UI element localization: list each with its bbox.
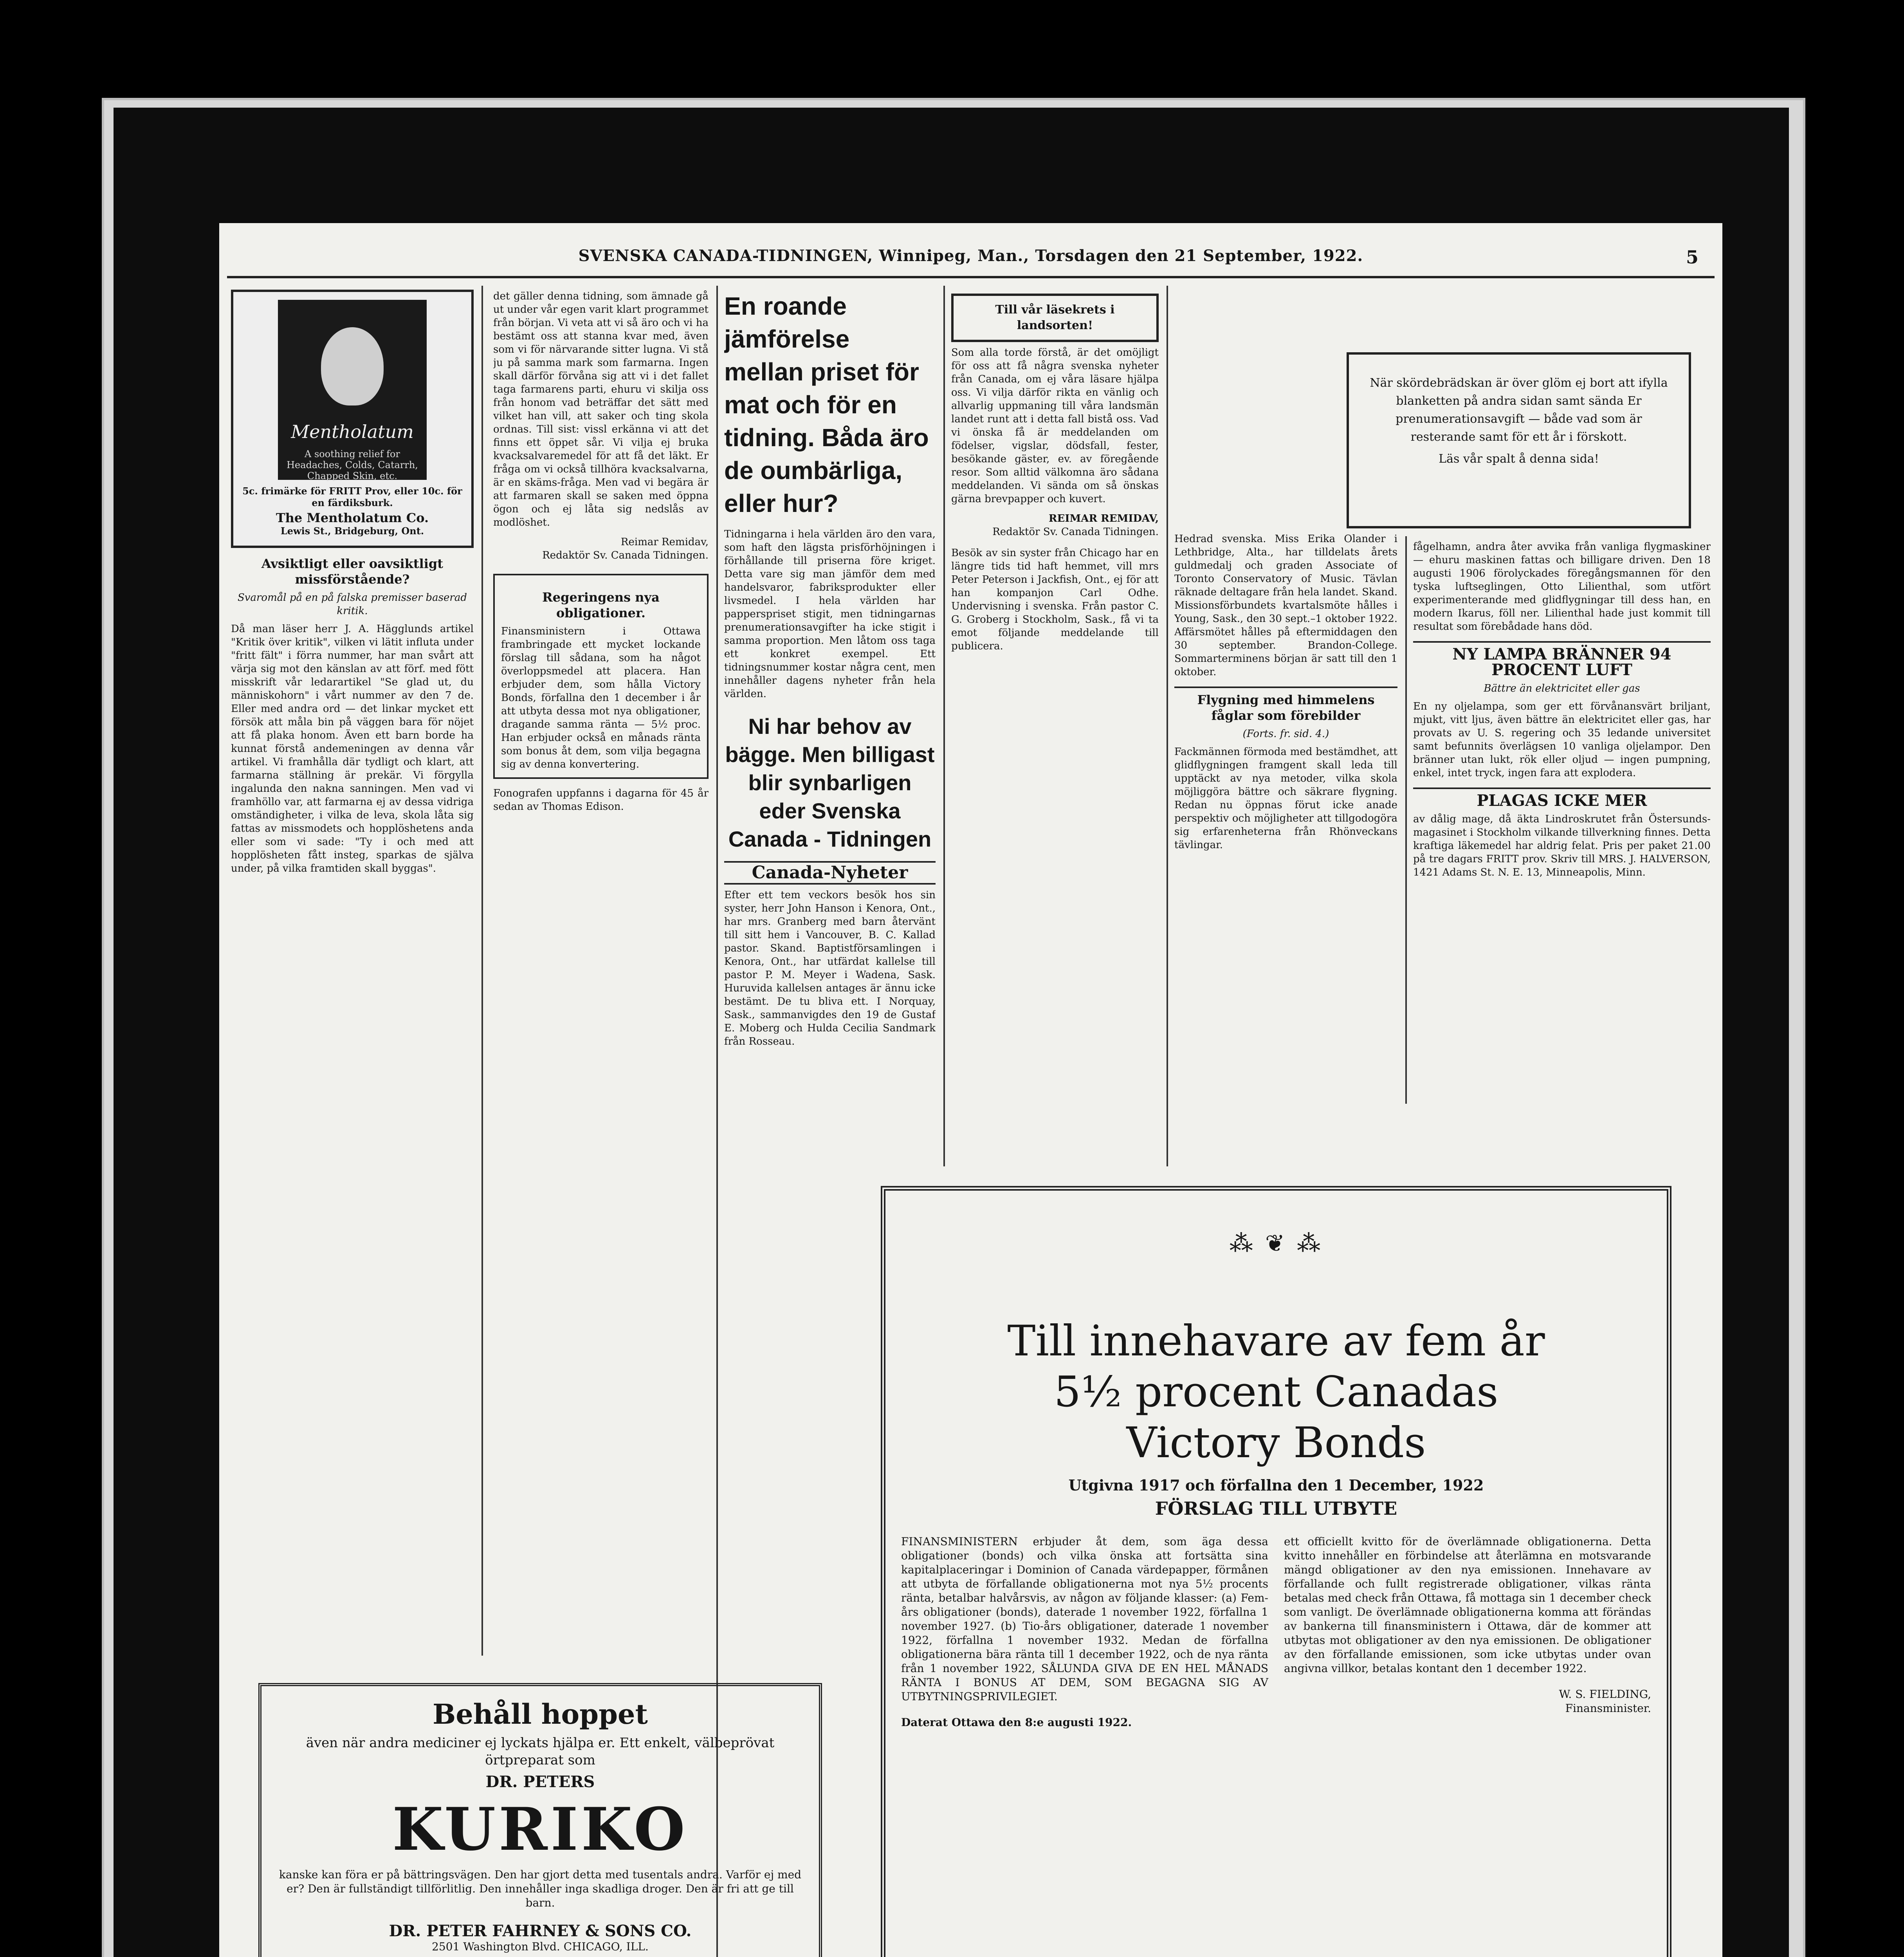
- article-body: Hedrad svenska. Miss Erika Olander i Lethbridge, Alta., har tilldelats årets guldmedalj och graden Associate of Toronto Conservatory of Music. Tävlan räknade deltagare från hela landet. Skand. Missionsförbundets kvartalsmöte hålles i Young, Sask., den 30 sept.–1 oktober 1922. Affärsmötet hålles på eftermiddagen den 30 september. Brandon-College. Sommarterminens början är satt till den 1 oktober.: [1174, 533, 1397, 678]
- signature-name: Reimar Remidav,: [620, 536, 709, 548]
- bonds-title-line1: Till innehavare av fem år: [1007, 1317, 1545, 1366]
- article-body: Efter ett tem veckors besök hos sin syster, herr John Hanson i Kenora, Ont., har mrs. Granberg med barn återvänt till sitt hem i Vancouver, B. C. Kallad pastor. Skand. Baptistförsamlingen i Kenora, Ont., har utfärdat kallelse till pastor P. M. Meyer i Wadena, Sask. Huruvida kallelsen antages är ännu icke bestämt. De tu bliva ett. I Norquay, Sask., sammanvigdes den 19 de Gustaf E. Moberg och Hulda Cecilia Sandmark från Rosseau.: [724, 889, 936, 1047]
- nurse-face-icon: [321, 327, 384, 405]
- lampa-headline: NY LAMPA BRÄNNER 94 PROCENT LUFT: [1413, 641, 1711, 678]
- kuriko-address: 2501 Washington Blvd. CHICAGO, ILL.: [432, 1940, 649, 1953]
- article-body: av dålig mage, då äkta Lindroskrutet från Östersunds-magasinet i Stockholm vilkande tillverkning finnes. Detta kraftiga läkemedel har aldrig felat. Pris per paket 21.00 på tre dagars FRITT prov. Skriv till MRS. J. HALVERSON, 1421 Adams St. N. E. 13, Minneapolis, Minn.: [1413, 813, 1711, 878]
- edison-note: Fonografen uppfanns i dagarna för 45 år sedan av Thomas Edison.: [493, 787, 709, 813]
- article-subhead: Svaromål på en på falska premisser baserad kritik.: [238, 592, 467, 617]
- plagas-headline: PLAGAS ICKE MER: [1413, 787, 1711, 809]
- column-divider: [1405, 536, 1407, 1104]
- kuriko-headline: Behåll hoppet: [433, 1698, 648, 1730]
- column-divider: [481, 286, 483, 1656]
- bonds-title-line3: Victory Bonds: [1126, 1418, 1426, 1467]
- kuriko-company: DR. PETER FAHRNEY & SONS CO.: [389, 1922, 692, 1940]
- masthead-rule: [227, 276, 1715, 278]
- bonds-signer: W. S. FIELDING,: [1559, 1688, 1651, 1701]
- regeringen-box: [493, 574, 709, 779]
- mentholatum-offer: 5c. frimärke för FRITT Prov, eller 10c. för en färdiksburk.: [242, 485, 462, 508]
- bonds-right-body: ett officiellt kvitto för de överlämnade obligationerna. Detta kvitto innehåller en förbindelse att återlämna en motsvarande mängd obligationer av den nya emissionen. Innehavare av förfallande och fullt registrerade obligationer, vilkas ränta betalas med check från Ottawa, få mottaga sin 1 december check som vanligt. De överlämnade obligationerna komma att förändas av bankerna till finansministern i Ottawa, där de kommer att utbytas mot obligationer av den nya emissionen. De obligationer av den förfallande emissionen, som icke utbytas under ovan angivna villkor, betalas kontant den 1 december 1922.: [1284, 1535, 1651, 1675]
- column-1: [231, 290, 474, 1660]
- kuriko-body: kanske kan föra er på bättringsvägen. Den har gjort detta med tusentals andra. Varför ej med er? Den är fullständigt tillförlitlig. Den innehåller inga skadliga droger. Den är fri att ge till barn.: [279, 1868, 802, 1909]
- column-5: [1174, 290, 1397, 1104]
- lasekrets-box: [951, 294, 1159, 342]
- kuriko-lead: även när andra mediciner ej lyckats hjälpa er. Ett enkelt, välbeprövat örtpreparat som: [306, 1735, 775, 1768]
- bonds-left-body: FINANSMINISTERN erbjuder åt dem, som äga dessa obligationer (bonds) och vilka önska att fortsätta sina kapitalplaceringar i Dominion of Canada värdepapper, förmånen att utbyta de förfallande obligationerna mot nya 5½ procents ränta, betalbar halvårsvis, av någon av följande klasser: (a) Fem-års obligationer (bonds), daterade 1 november 1922, förfallna 1 november 1927. (b) Tio-års obligationer, daterade 1 november 1922, förfallna 1 november 1932. Medan de förfallna obligationerna bära ränta till 1 december 1922, och de nya ränta från 1 november 1922, SÅLUNDA GIVA DE EN HEL MÅNADS RÄNTA I BONUS AT DEM, SOM BEGAGNA SIG AV UTBYTNINGSPRIVILEGIET.: [901, 1535, 1268, 1703]
- article-body: Besök av sin syster från Chicago har en längre tids tid haft hemmet, vill mrs Peter Peterson i Jackfish, Ont., ej för att han kompanjon Carl Odhe. Undervisning i svenska. Från pastor C. G. Groberg i Stockholm, Sask., få vi ta emot följande meddelande till publicera.: [951, 547, 1159, 652]
- signature-title: Redaktör Sv. Canada Tidningen.: [992, 526, 1159, 538]
- flygning-headline: Flygning med himmelens fåglar som förebilder: [1174, 687, 1397, 723]
- bonds-body: [901, 1535, 1651, 1730]
- tidning-slogan: Ni har behov av bägge. Men billigast blir synbarligen eder Svenska Canada - Tidningen: [725, 714, 935, 851]
- subscription-notice: [1347, 352, 1691, 528]
- mentholatum-company: The Mentholatum Co.: [276, 510, 429, 525]
- bonds-signer-title: Finansminister.: [1565, 1702, 1651, 1715]
- article-body: Fackmännen förmoda med bestämdhet, att glidflygningen framgent skall leda till upptäckt av nya metoder, vilka skola möjliggöra bättre och säkrare flygning. Redan nu öppnas förut icke anade perspektiv och möjligheter att tillgodogöra sig erfarenheterna från Rhönveckans tävlingar.: [1174, 746, 1397, 851]
- article-headline: En roande jämförelse mellan priset för mat och för en tidning. Båda äro de oumbärliga, eller hur?: [724, 292, 929, 517]
- kuriko-maker: DR. PETERS: [485, 1773, 595, 1791]
- masthead: [235, 247, 1707, 270]
- notice-text: När skördebrädskan är över glöm ej bort att ifylla blanketten på andra sidan samt sända Er prenumerationsavgift — både vad som är resterande samt för ett år i förskott.: [1370, 376, 1668, 444]
- kuriko-brand: KURIKO: [392, 1795, 688, 1864]
- article-headline: Avsiktligt eller oavsiktligt missförstående?: [261, 556, 444, 587]
- article-body: det gäller denna tidning, som ämnade gå ut under vår egen varit klart programmet från början. Vi veta att vi så äro och vi ha bestämt oss att stanna kvar med, även som vi för närvarande sitter lugna. Vi stå ju på samma mark som farmarna. Ingen skall därför förvåna sig att vi i det fallet taga farmarens parti, ehuru vi skilja oss från honom vad beträffar det sätt med vilket han vill, att saker och ting skola ordnas. Till sist: vissl erkänna vi att det finns ett öppet sår. Vi vilja ej bruka kvacksalvaremedel för att få det läkt. Er fråga om vi också tillhöra kvacksalvarna, är en skäms-fråga. Men vad vi begära är att farmaren skall se saken med öppna ögon och ej låta sig nedslås av modlöshet.: [493, 290, 709, 528]
- bonds-dated: Daterat Ottawa den 8:e augusti 1922.: [901, 1716, 1132, 1729]
- column-divider: [943, 286, 945, 1166]
- victory-bonds-ad: [881, 1186, 1671, 1957]
- signature-title: Redaktör Sv. Canada Tidningen.: [542, 550, 709, 561]
- article-body: Som alla torde förstå, är det omöjligt för oss att få några svenska nyheter från Canada, om ej våra läsare hjälpa oss. Vi vilja därför rikta en vänlig och allvarlig uppmaning till våra landsmän landet runt att i detta fall bistå oss. Vad vi önska få är meddelanden om födelser, vigslar, dödsfall, fester, besökande gäster, ev. av föregående resor. Som alltid välkomna äro sådana meddelanden. Vi sända om så önskas gärna brevpapper och kuvert.: [951, 347, 1159, 505]
- mentholatum-tagline: A soothing relief for Headaches, Colds, Catarrh, Chapped Skin, etc.: [287, 449, 418, 481]
- article-body: Tidningarna i hela världen äro den vara, som haft den lägsta prisförhöjningen i förhållande till priserna före kriget. Detta vare sig man jämför dem med handelsvaror, fabriksprodukter eller livsmedel. I hela världen har papperspriset stigit, men tidningarnas prenumerationsavgifter ha icke stigit i samma proportion. Men låtom oss taga ett konkret exempel. Ett tidningsnummer kostar några cent, men innehåller dagens nyheter från hela världen.: [724, 528, 936, 700]
- flygning-subhead: (Forts. fr. sid. 4.): [1242, 728, 1329, 740]
- article-body: fågelhamn, andra åter avvika från vanliga flygmaskiner — ehuru maskinen fattas och billigare driven. Den 18 augusti 1906 förolyckades föregångsmannen för den tyska luftseglingen, Otto Lilienthal, som utfört experimenterande med glidflygningar till dess han, en modern Ikarus, föll ner. Lilienthal hade just kommit till resultat som förebådade hans död.: [1413, 541, 1711, 633]
- column-divider: [1167, 286, 1168, 1166]
- mentholatum-ad: [231, 290, 474, 548]
- article-body: Då man läser herr J. A. Hägglunds artikel "Kritik över kritik", vilken vi lätit influta under "fritt fält" i förra nummer, har man svårt att värja sig mot den känslan av att förf. med fött misskrift vår ledarartikel "Se glad ut, du människohorn" i vårt nummer av den 7 de. Eller med andra ord — det linkar mycket ett försök att måla bin på väggen bara för nöjet att få plaka honom. Även ett barn borde ha kunnat förstå andemeningen av denna vår artikel. Vi framhålla där tydligt och klart, att farmarna ställning är prekär. Vi förgylla ingalunda den nakna sanningen. Men vad vi framhöllo var, att farmarna ej av dessa vidriga omständigheter, i vilka de leva, skola låta sig fattas av missmodets och hopplöshetens anda eller som vi sade: "Ty i och med att hopplösheten fått insteg, sparkas de själva under, på vilka framtiden skall byggas".: [231, 623, 474, 874]
- column-4: [951, 290, 1159, 1170]
- column-2: [493, 290, 709, 1660]
- kuriko-ad: [258, 1683, 822, 1957]
- mentholatum-brand: Mentholatum: [291, 421, 414, 442]
- notice-link: Läs vår spalt å denna sida!: [1439, 452, 1599, 466]
- bonds-proposal: FÖRSLAG TILL UTBYTE: [1155, 1498, 1397, 1519]
- bonds-subtitle: Utgivna 1917 och förfallna den 1 December, 1922: [1068, 1476, 1484, 1494]
- canada-nyheter-heading: Canada-Nyheter: [724, 861, 936, 885]
- signature-name: REIMAR REMIDAV,: [1048, 513, 1159, 524]
- masthead-text: SVENSKA CANADA-TIDNINGEN, Winnipeg, Man., Torsdagen den 21 September, 1922.: [578, 247, 1363, 265]
- ornament-icon: ⁂ ❦ ⁂: [1229, 1230, 1323, 1257]
- column-6: [1413, 540, 1711, 1104]
- notice-spacer: [1174, 290, 1397, 532]
- article-body: En ny oljelampa, som ger ett förvånansvärt briljant, mjukt, vitt ljus, även bättre än elektricitet eller gas, har provats av U. S. regering och 35 ledande universitet samt befunnits överlägsen 10 vanliga oljelampor. Den bränner utan lukt, rök eller oljud — ingen pumpning, enkel, intet tryck, ingen fara att explodera.: [1413, 701, 1711, 779]
- newspaper-page: [219, 223, 1722, 1957]
- article-body: Finansministern i Ottawa frambringade ett mycket lockande förslag till sådana, som ha något överloppsmedel att placera. Han erbjuder dem, som hålla Victory Bonds, förfallna den 1 december i år att utbyta dessa mot nya obligationer, dragande samma ränta — 5½ proc. Han erbjuder också en månads ränta som bonus åt dem, som vilja begagna sig av denna konvertering.: [501, 625, 701, 770]
- article-headline: Till vår läsekrets i landsorten!: [995, 303, 1115, 332]
- lampa-subhead: Bättre än elektricitet eller gas: [1484, 683, 1640, 694]
- mentholatum-nurse-illustration: [278, 300, 427, 480]
- article-headline: Regeringens nya obligationer.: [542, 590, 660, 620]
- bonds-title-line2: 5½ procent Canadas: [1054, 1368, 1498, 1416]
- mentholatum-address: Lewis St., Bridgeburg, Ont.: [280, 525, 424, 537]
- page-number: 5: [1686, 247, 1699, 268]
